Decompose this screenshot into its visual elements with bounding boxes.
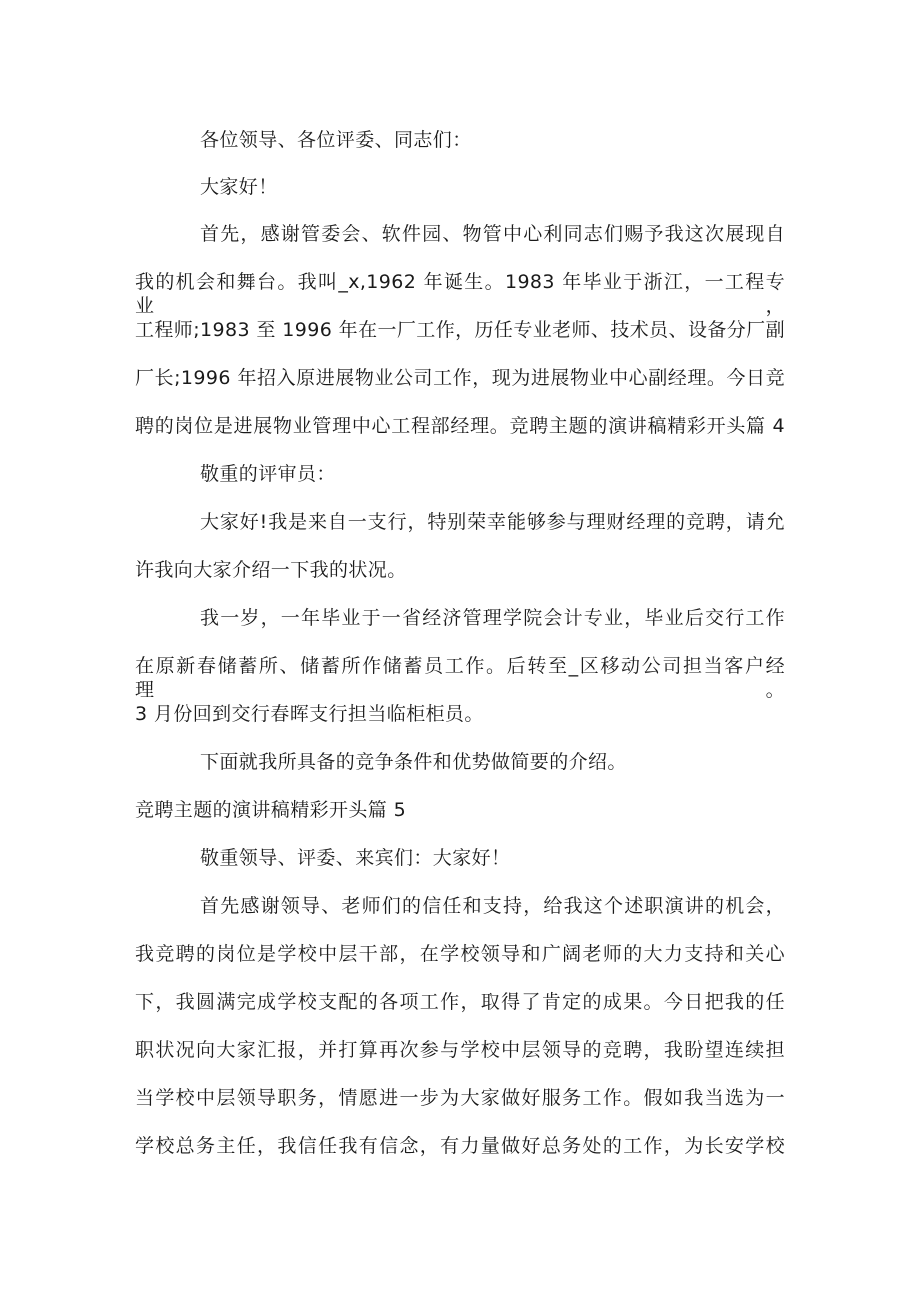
paragraph-line: 3 月份回到交行春晖支行担当临柜柜员。 [135,703,484,725]
salutation-line: 敬重领导、评委、来宾们：大家好！ [200,847,511,869]
greeting-line: 大家好！ [200,176,278,198]
paragraph-line: 我一岁，一年毕业于一省经济管理学院会计专业，毕业后交行工作 [200,607,785,629]
paragraph-line: 许我向大家介绍一下我的状况。 [135,559,407,581]
paragraph-line: 学校总务主任，我信任我有信念，有力量做好总务处的工作，为长安学校 [135,1135,785,1157]
salutation-line: 各位领导、各位评委、同志们： [200,129,472,151]
paragraph-line: 下面就我所具备的竞争条件和优势做简要的介绍。 [200,751,627,773]
paragraph-line: 聘的岗位是进展物业管理中心工程部经理。竞聘主题的演讲稿精彩开头篇 4 [135,415,785,437]
paragraph-line: 在原新春储蓄所、储蓄所作储蓄员工作。后转至_区移动公司担当客户经理。 [135,655,785,701]
paragraph-line: 工程师;1983 至 1996 年在一厂工作，历任专业老师、技术员、设备分厂副 [135,319,785,341]
paragraph-line: 当学校中层领导职务，情愿进一步为大家做好服务工作。假如我当选为一 [135,1087,785,1109]
paragraph-line: 我竞聘的岗位是学校中层干部，在学校领导和广阔老师的大力支持和关心 [135,943,785,965]
paragraph-line: 我的机会和舞台。我叫_x,1962 年诞生。1983 年毕业于浙江，一工程专业， [135,271,785,317]
paragraph-line: 首先感谢领导、老师们的信任和支持，给我这个述职演讲的机会， [200,895,785,917]
paragraph-line: 下，我圆满完成学校支配的各项工作，取得了肯定的成果。今日把我的任 [135,991,785,1013]
paragraph-line: 厂长;1996 年招入原进展物业公司工作，现为进展物业中心副经理。今日竞 [135,367,785,389]
salutation-line: 敬重的评审员： [200,463,336,485]
paragraph-line: 大家好!我是来自一支行，特别荣幸能够参与理财经理的竞聘，请允 [200,511,785,533]
paragraph-line: 职状况向大家汇报，并打算再次参与学校中层领导的竞聘，我盼望连续担 [135,1039,785,1061]
paragraph-line: 首先，感谢管委会、软件园、物管中心利同志们赐予我这次展现自 [200,223,785,245]
section-heading: 竞聘主题的演讲稿精彩开头篇 5 [135,799,407,821]
